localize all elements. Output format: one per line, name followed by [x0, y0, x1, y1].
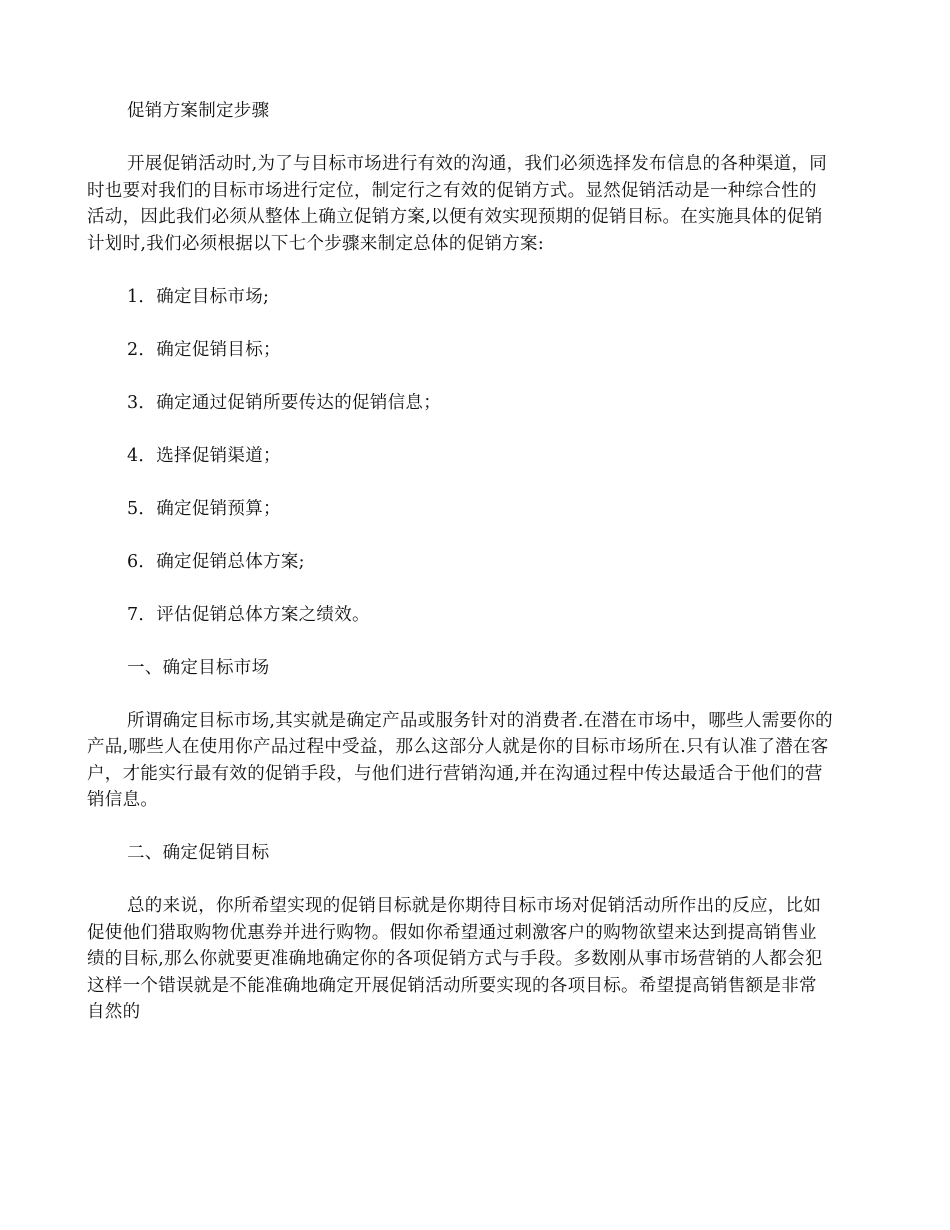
section2-line: 促使他们猎取购物优惠券并进行购物。假如你希望通过刺激客户的购物欲望来达到提高销售业: [87, 922, 817, 943]
section2-paragraph: [87, 893, 857, 1026]
intro-line: 活动，因此我们必须从整体上确立促销方案,以便有效实现预期的促销目标。在实施具体的促销: [87, 207, 823, 227]
step-item: 1．确定目标市场;: [127, 286, 270, 307]
section1-line: 户，才能实行最有效的促销手段，与他们进行营销沟通,并在沟通过程中传达最适合于他们的营: [87, 763, 823, 784]
step-item: 6．确定促销总体方案;: [127, 551, 305, 572]
intro-line: 时也要对我们的目标市场进行定位，制定行之有效的促销方式。显然促销活动是一种综合性的: [87, 180, 817, 201]
intro-line: 计划时,我们必须根据以下七个步骤来制定总体的促销方案:: [87, 233, 545, 254]
section-heading-promotion-goals: 二、确定促销目标: [127, 843, 270, 863]
step-item: 2．确定促销目标；: [127, 339, 281, 360]
intro-paragraph: [87, 151, 857, 257]
document-title: 促销方案制定步骤: [127, 101, 270, 121]
section-heading-target-market: 一、确定目标市场: [127, 657, 270, 678]
section1-line: 所谓确定目标市场,其实就是确定产品或服务针对的消费者.在潜在市场中，哪些人需要你的: [127, 710, 833, 731]
intro-line: 开展促销活动时,为了与目标市场进行有效的沟通，我们必须选择发布信息的各种渠道，同: [127, 154, 828, 174]
step-item: 3．确定通过促销所要传达的促销信息；: [127, 392, 442, 413]
step-item: 7．评估促销总体方案之绩效。: [127, 604, 370, 625]
section1-line: 产品,哪些人在使用你产品过程中受益，那么这部分人就是你的目标市场所在.只有认准了潜在客: [87, 737, 829, 757]
section2-line: 这样一个错误就是不能准确地确定开展促销活动所要实现的各项目标。希望提高销售额是非常: [87, 975, 817, 996]
section2-line: 自然的: [87, 1002, 141, 1022]
step-item: 5．确定促销预算；: [127, 498, 281, 519]
document-page: [87, 98, 857, 1026]
section2-line: 总的来说，你所希望实现的促销目标就是你期待目标市场对促销活动所作出的反应，比如: [127, 896, 822, 916]
section1-line: 销信息。: [87, 790, 159, 810]
steps-list: [87, 284, 857, 629]
step-item: 4．选择促销渠道；: [127, 445, 281, 466]
section1-paragraph: [87, 708, 857, 814]
section2-line: 绩的目标,那么你就要更准确地确定你的各项促销方式与手段。多数刚从事市场营销的人都会犯: [87, 949, 823, 969]
